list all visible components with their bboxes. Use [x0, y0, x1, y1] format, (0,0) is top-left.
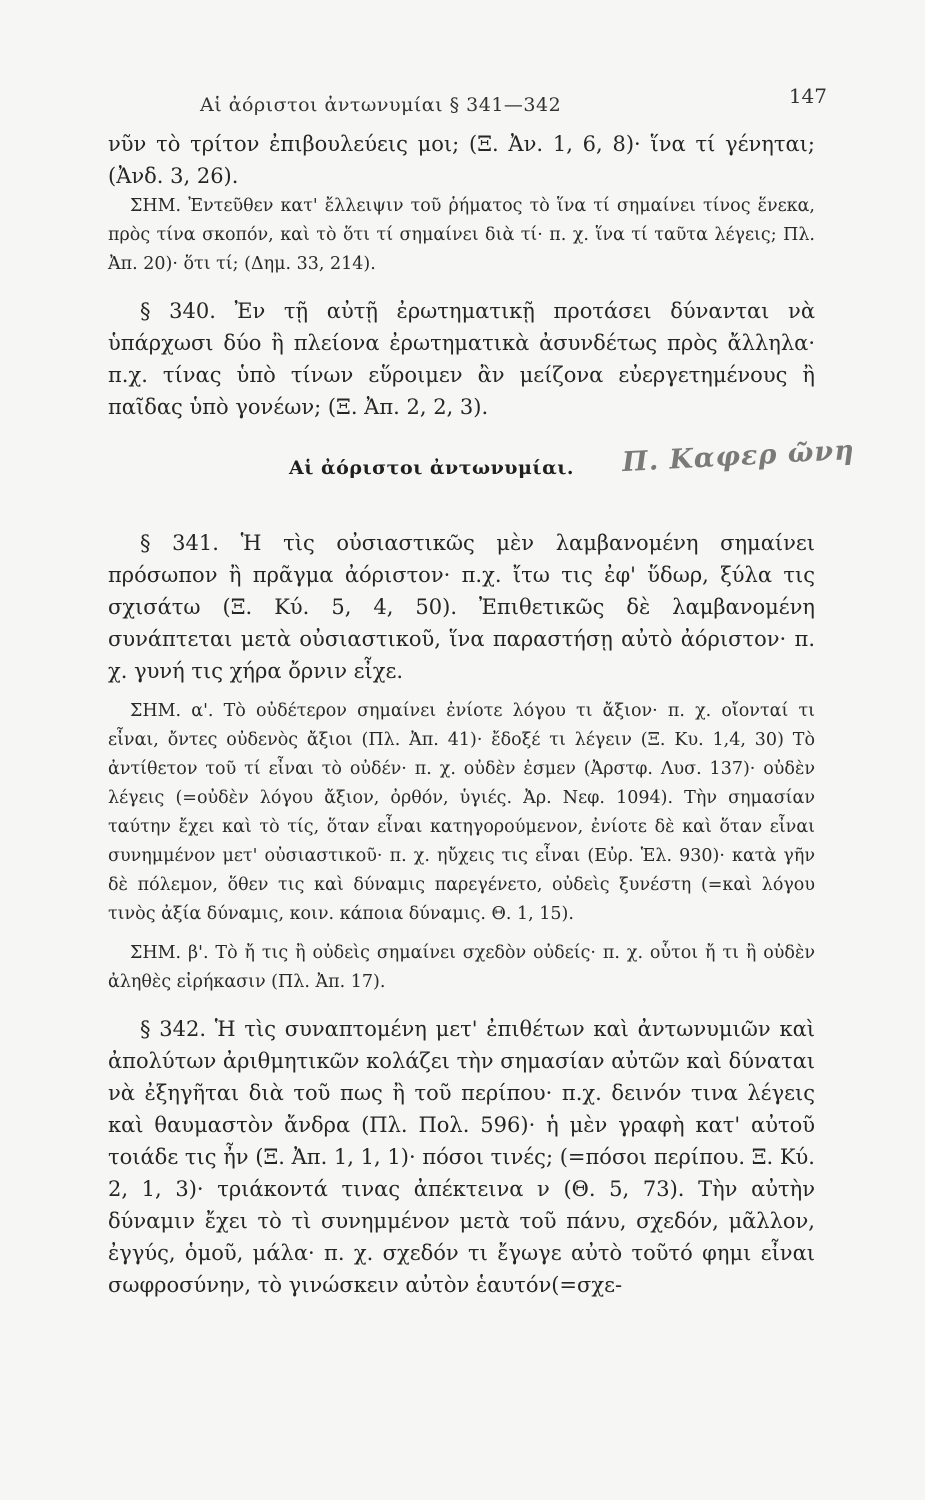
note-beta: ΣΗΜ. β'. Τὸ ἤ τις ἢ οὐδεὶς σημαίνει σχεδὸν οὐδείς· π. χ. οὗτοι ἤ τι ἢ οὐδὲν ἀληθὲς εἰρήκασιν (Πλ. Ἀπ. 17). [108, 943, 815, 992]
handwritten-annotation: Π. Καφερ ῶνη [621, 434, 856, 479]
note-alpha: ΣΗΜ. α'. Τὸ οὐδέτερον σημαίνει ἐνίοτε λόγου τι ἄξιον· π. χ. οἴονταί τι εἶναι, ὄντες οὐδενὸς ἄξιοι (Πλ. Ἀπ. 41)· ἔδοξέ τι λέγειν (Ξ. Κυ. 1,4, 30) Τὸ ἀντίθετον τοῦ τί εἶναι τὸ οὐδέν· π. χ. οὐδὲν ἐσμεν (Ἀρστφ. Λυσ. 137)· οὐδὲν λέγεις (=οὐδὲν λόγου ἄξιον, ὀρθόν, ὑγιές. Ἀρ. Νεφ. 1094). Τὴν σημασίαν ταύτην ἔχει καὶ τὸ τίς, ὅταν εἶναι κατηγορούμενον, ἐνίοτε δὲ καὶ ὅταν εἶναι συνημμένον μετ' οὐσιαστικοῦ· π. χ. ηὔχεις τις εἶναι (Εὐρ. Ἑλ. 930)· κατὰ γῆν δὲ πόλεμον, ὅθεν τις καὶ δύναμις παρεγένετο, οὐδεὶς ξυνέστη (=καὶ λόγου τινὸς ἀξία δύναμις, κοιν. κάποια δύναμις. Θ. 1, 15). [108, 701, 815, 924]
note-paragraph: ΣΗΜ. Ἐντεῦθεν κατ' ἔλλειψιν τοῦ ῥήματος τὸ ἵνα τί σημαίνει τίνος ἕνεκα, πρὸς τίνα σκοπόν, καὶ τὸ ὅτι τί σημαίνει διὰ τί· π. χ. ἵνα τί ταῦτα λέγεις; Πλ. Ἀπ. 20)· ὅτι τί; (Δημ. 33, 214). [108, 196, 815, 274]
section-heading [108, 434, 856, 487]
running-title: Αἱ ἀόριστοι ἀντωνυμίαι § 341—342 [200, 94, 562, 116]
running-head [108, 84, 827, 128]
paragraph-340: § 340. Ἐν τῇ αὐτῇ ἐρωτηματικῇ προτάσει δύνανται νὰ ὑπάρχωσι δύο ἢ πλείονα ἐρωτηματικὰ ἀσυνδέτως πρὸς ἄλληλα· π.χ. τίνας ὑπὸ τίνων εὕροιμεν ἂν μείζονα εὐεργετημένους ἢ παῖδας ὑπὸ γονέων; (Ξ. Ἀπ. 2, 2, 3). [108, 299, 815, 419]
paragraph-341: § 341. Ἡ τὶς οὐσιαστικῶς μὲν λαμβανομένη σημαίνει πρόσωπον ἢ πρᾶγμα ἀόριστον· π.χ. ἴτω τις ἐφ' ὕδωρ, ξύλα τις σχισάτω (Ξ. Κύ. 5, 4, 50). Ἐπιθετικῶς δὲ λαμβανομένη συνάπτεται μετὰ οὐσιαστικοῦ, ἵνα παραστήσῃ αὐτὸ ἀόριστον· π. χ. γυνή τις χήρα ὄρνιν εἶχε. [108, 531, 815, 683]
paragraph-continuation: νῦν τὸ τρίτον ἐπιβουλεύεις μοι; (Ξ. Ἀν. 1, 6, 8)· ἵνα τί γένηται; (Ἀνδ. 3, 26). [108, 132, 815, 188]
page-number: 147 [788, 84, 827, 108]
section-heading-text: Αἱ ἀόριστοι ἀντωνυμίαι. [288, 457, 575, 479]
paragraph-342: § 342. Ἡ τὶς συναπτομένη μετ' ἐπιθέτων καὶ ἀντωνυμιῶν καὶ ἀπολύτων ἀριθμητικῶν κολάζει τὴν σημασίαν αὐτῶν καὶ δύναται νὰ ἐξηγῆται διὰ τοῦ πως ἢ τοῦ περίπου· π.χ. δεινόν τινα λέγεις καὶ θαυμαστὸν ἄνδρα (Πλ. Πολ. 596)· ἡ μὲν γραφὴ κατ' αὐτοῦ τοιάδε τις ἦν (Ξ. Ἀπ. 1, 1, 1)· πόσοι τινές; (=πόσοι περίπου. Ξ. Κύ. 2, 1, 3)· τριάκοντά τινας ἀπέκτεινα ν (Θ. 5, 73). Τὴν αὐτὴν δύναμιν ἔχει τὸ τὶ συνημμένον μετὰ τοῦ πάνυ, σχεδόν, μᾶλλον, ἐγγύς, ὁμοῦ, μάλα· π. χ. σχεδόν τι ἔγωγε αὐτὸ τοῦτό φημι εἶναι σωφροσύνην, τὸ γινώσκειν αὐτὸν ἑαυτόν(=σχε- [108, 1017, 815, 1297]
